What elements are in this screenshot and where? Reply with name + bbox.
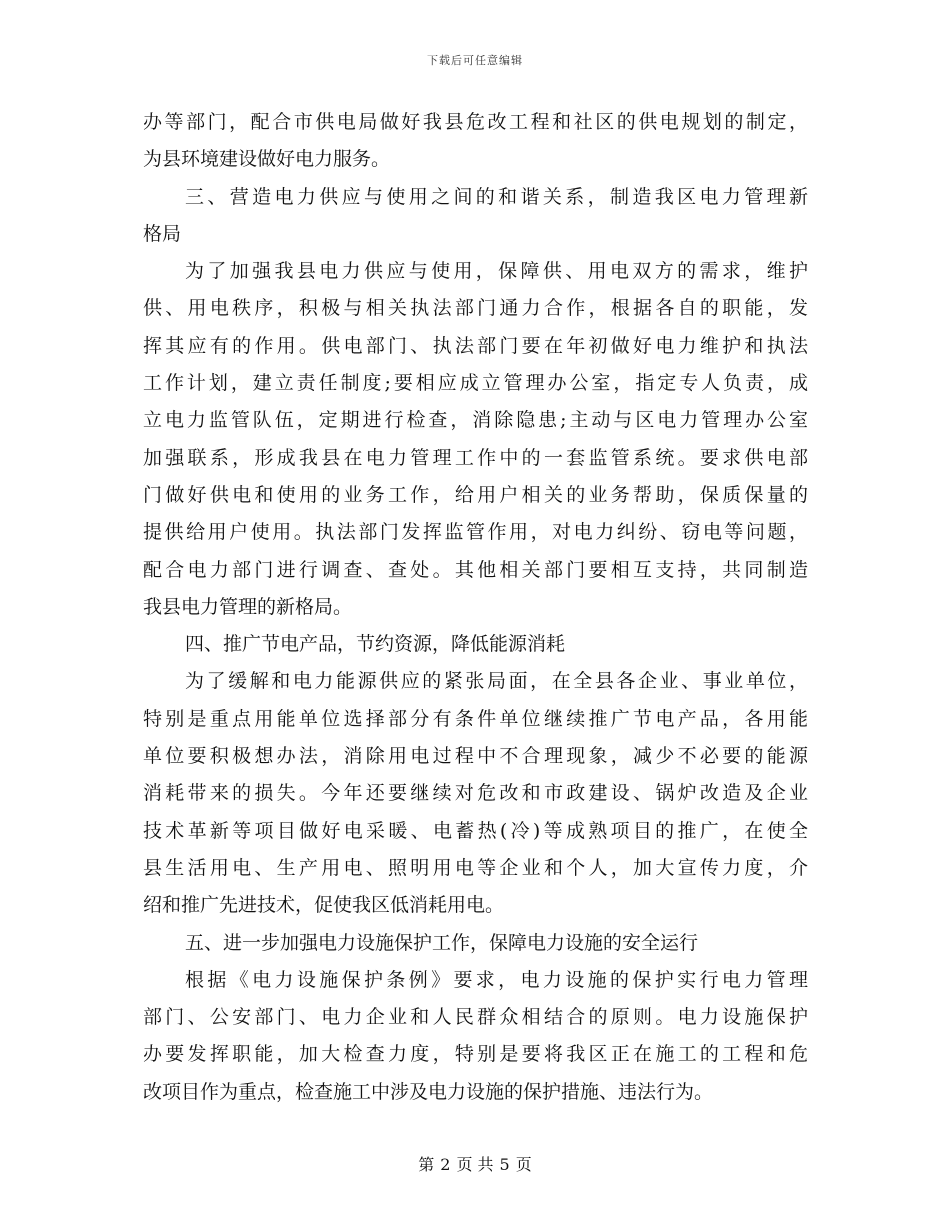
body-text-line: 根据《电力设施保护条例》要求，电力设施的保护实行电力管理	[185, 968, 808, 991]
body-text-line: 为了加强我县电力供应与使用，保障供、用电双方的需求，维护	[185, 260, 808, 283]
body-text-line: 供、用电秩序，积极与相关执法部门通力合作，根据各自的职能，发	[143, 297, 808, 320]
body-text-line: 立电力监管队伍，定期进行检查，消除隐患;主动与区电力管理办公室	[143, 409, 808, 432]
body-text-line: 我县电力管理的新格局。	[143, 595, 353, 618]
footer-prefix: 第	[418, 1155, 435, 1174]
footer-mid: 页 共	[456, 1155, 494, 1174]
body-text-line: 提供给用户使用。执法部门发挥监管作用，对电力纠纷、窃电等问题，	[143, 521, 808, 544]
body-text-line: 三、营造电力供应与使用之间的和谐关系，制造我区电力管理新	[185, 185, 808, 208]
body-text-line: 县生活用电、生产用电、照明用电等企业和个人，加大宣传力度，介	[143, 856, 808, 879]
document-body	[143, 104, 808, 1111]
footer-suffix: 页	[515, 1155, 532, 1174]
body-text-line: 办要发挥职能，加大检查力度，特别是要将我区正在施工的工程和危	[143, 1043, 808, 1066]
body-text-line: 配合电力部门进行调查、查处。其他相关部门要相互支持，共同制造	[143, 558, 808, 581]
body-text-line: 办等部门，配合市供电局做好我县危改工程和社区的供电规划的制定，	[143, 111, 808, 133]
body-text-line: 技术革新等项目做好电采暖、电蓄热(冷)等成熟项目的推广，在使全	[143, 819, 808, 842]
footer-page-number: 2	[440, 1155, 451, 1174]
body-text-line: 挥其应有的作用。供电部门、执法部门要在年初做好电力维护和执法	[143, 334, 808, 357]
footer-total-pages: 5	[499, 1155, 510, 1174]
body-text-line: 为了缓解和电力能源供应的紧张局面，在全县各企业、事业单位，	[185, 670, 808, 693]
body-text-line: 改项目作为重点，检查施工中涉及电力设施的保护措施、违法行为。	[143, 1080, 714, 1103]
page-header: 下载后可任意编辑	[427, 54, 523, 67]
body-text-line: 特别是重点用能单位选择部分有条件单位继续推广节电产品，各用能	[143, 707, 808, 730]
body-text-line: 门做好供电和使用的业务工作，给用户相关的业务帮助，保质保量的	[143, 483, 808, 506]
body-text-line: 四、推广节电产品，节约资源，降低能源消耗	[185, 633, 566, 656]
body-text-line: 加强联系，形成我县在电力管理工作中的一套监管系统。要求供电部	[143, 446, 808, 469]
body-text-line: 绍和推广先进技术，促使我区低消耗用电。	[143, 894, 505, 917]
body-text-line: 部门、公安部门、电力企业和人民群众相结合的原则。电力设施保护	[143, 1006, 808, 1029]
body-text-line: 五、进一步加强电力设施保护工作，保障电力设施的安全运行	[185, 931, 699, 954]
body-text-line: 为县环境建设做好电力服务。	[143, 148, 391, 171]
body-text-line: 单位要积极想办法，消除用电过程中不合理现象，减少不必要的能源	[143, 745, 808, 768]
page-footer	[0, 1152, 950, 1175]
body-text-line: 工作计划，建立责任制度;要相应成立管理办公室，指定专人负责，成	[143, 372, 808, 395]
body-text-line: 消耗带来的损失。今年还要继续对危改和市政建设、锅炉改造及企业	[143, 782, 808, 805]
body-text-line: 格局	[143, 222, 182, 245]
